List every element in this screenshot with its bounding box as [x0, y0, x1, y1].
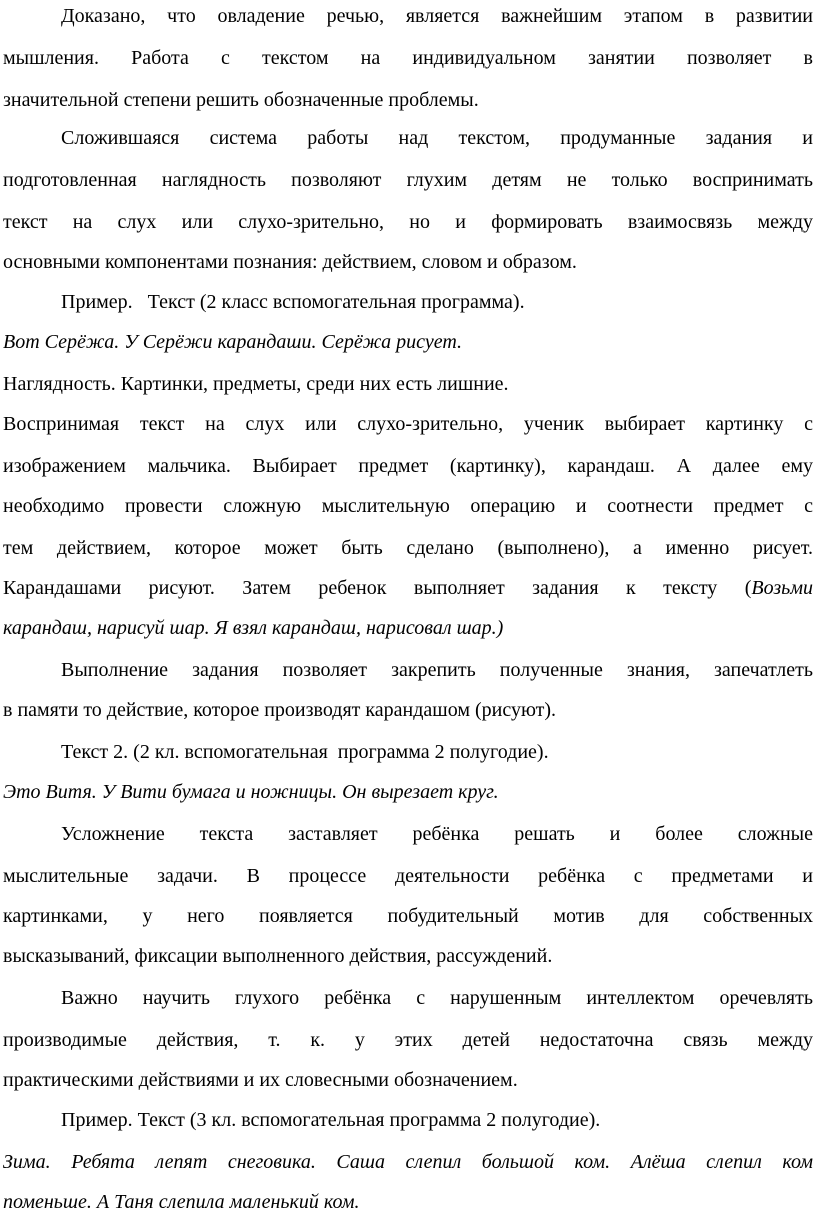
paragraph-line: производимые действия, т. к. у этих детей недостаточна связь между: [3, 1029, 813, 1051]
paragraph-line: карандаш, нарисуй шар. Я взял карандаш, нарисовал шар.): [3, 617, 504, 639]
paragraph-line: Доказано, что овладение речью, является важнейшим этапом в развитии: [61, 5, 813, 27]
paragraph-line: изображением мальчика. Выбирает предмет (картинку), карандаш. А далее ему: [3, 455, 813, 477]
example-text: поменьше. А Таня слепила маленький ком.: [3, 1191, 360, 1213]
example-heading: Текст 2. (2 кл. вспомогательная программа 2 полугодие).: [61, 741, 549, 763]
paragraph-line: Наглядность. Картинки, предметы, среди них есть лишние.: [3, 373, 509, 395]
paragraph-line: текст на слух или слухо-зрительно, но и формировать взаимосвязь между: [3, 211, 813, 233]
paragraph-line: Воспринимая текст на слух или слухо-зрительно, ученик выбирает картинку с: [3, 413, 813, 435]
paragraph-line: Выполнение задания позволяет закрепить полученные знания, запечатлеть: [61, 659, 813, 681]
paragraph-line: мыслительные задачи. В процессе деятельности ребёнка с предметами и: [3, 865, 813, 887]
paragraph-line: картинками, у него появляется побудительный мотив для собственных: [3, 905, 813, 927]
line-text: Карандашами рисуют. Затем ребенок выполняет задания к тексту (: [3, 577, 752, 599]
paragraph-line: необходимо провести сложную мыслительную операцию и соотнести предмет с: [3, 495, 813, 517]
paragraph-line: мышления. Работа с текстом на индивидуальном занятии позволяет в: [3, 47, 813, 69]
example-text: Это Витя. У Вити бумага и ножницы. Он вырезает круг.: [3, 781, 499, 803]
paragraph-line-mixed: [3, 576, 813, 600]
paragraph-line: Сложившаяся система работы над текстом, продуманные задания и: [61, 127, 813, 149]
paragraph-line: тем действием, которое может быть сделано (выполнено), а именно рисует.: [3, 537, 813, 559]
paragraph-line: основными компонентами познания: действием, словом и образом.: [3, 251, 577, 273]
paragraph-line: практическими действиями и их словесными обозначением.: [3, 1069, 518, 1091]
paragraph-line: в памяти то действие, которое производят карандашом (рисуют).: [3, 699, 557, 721]
paragraph-line: Важно научить глухого ребёнка с нарушенным интеллектом оречевлять: [61, 987, 813, 1009]
paragraph-line: подготовленная наглядность позволяют глухим детям не только воспринимать: [3, 169, 813, 191]
paragraph-line: Усложнение текста заставляет ребёнка решать и более сложные: [61, 823, 813, 845]
paragraph-line: значительной степени решить обозначенные проблемы.: [3, 89, 479, 111]
example-text: Зима. Ребята лепят снеговика. Саша слепил большой ком. Алёша слепил ком: [3, 1151, 813, 1173]
example-text: Вот Серёжа. У Серёжи карандаши. Серёжа рисует.: [3, 331, 463, 353]
example-heading: Пример. Текст (3 кл. вспомогательная программа 2 полугодие).: [61, 1109, 601, 1131]
line-text-italic: Возьми: [751, 577, 813, 599]
paragraph-line: высказываний, фиксации выполненного действия, рассуждений.: [3, 945, 553, 967]
example-heading: Пример. Текст (2 класс вспомогательная программа).: [61, 291, 525, 313]
